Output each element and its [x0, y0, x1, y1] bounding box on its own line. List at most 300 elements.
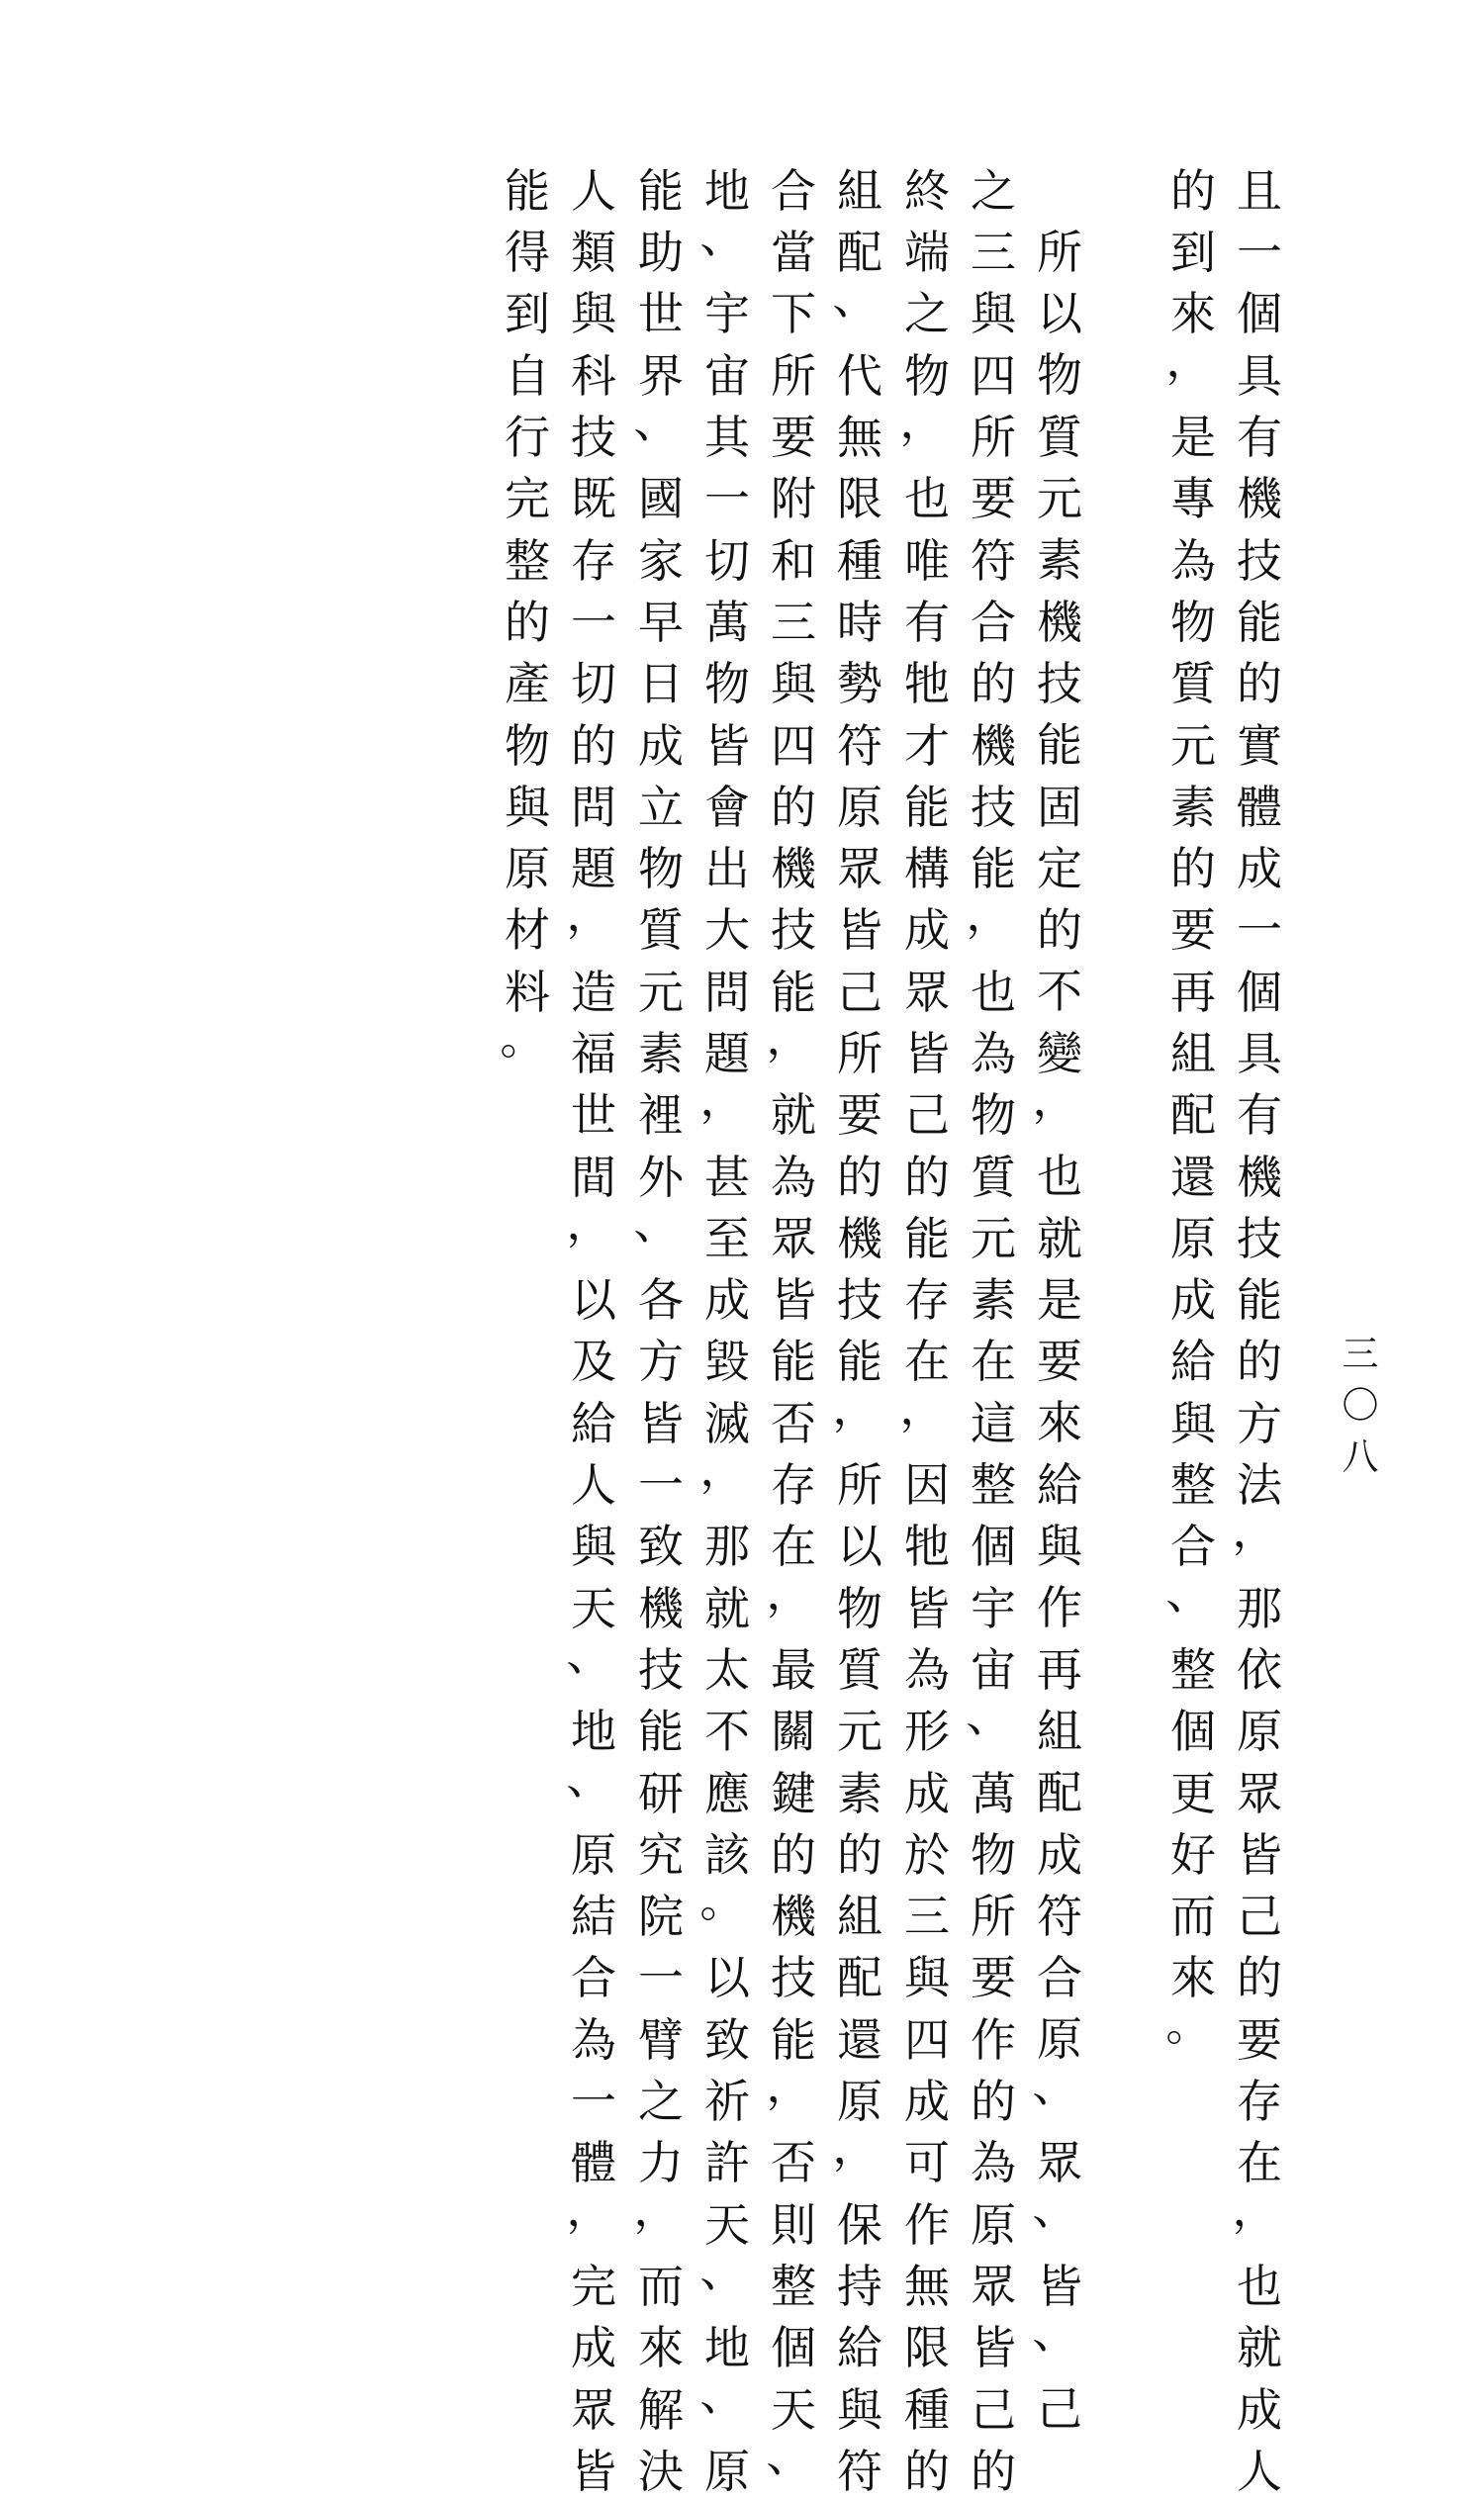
- text-character: 配: [1037, 1766, 1082, 1820]
- text-character: 物: [505, 718, 550, 773]
- text-character: 的: [971, 657, 1016, 711]
- text-character: 有: [904, 595, 950, 649]
- text-character: 完: [571, 2259, 616, 2313]
- text-character: 的: [1237, 1335, 1282, 1389]
- text-character: 院: [638, 1890, 684, 1944]
- text-character: 個: [771, 2321, 816, 2375]
- text-character: 眾: [1037, 2136, 1082, 2190]
- text-character: 能: [904, 1211, 950, 1265]
- text-character: 己: [837, 965, 882, 1019]
- text-character: 種: [837, 533, 882, 588]
- text-character: 為: [971, 2136, 1016, 2190]
- text-character: 機: [771, 1890, 816, 1944]
- text-character: 三: [904, 1890, 950, 1944]
- text-character: 與: [837, 2382, 882, 2437]
- text-character: 地: [704, 163, 750, 218]
- text-character: 元: [837, 1705, 882, 1759]
- text-character: 的: [1237, 1951, 1282, 2005]
- punctuation-mark: ，: [1232, 2181, 1278, 2236]
- text-character: 毀: [704, 1335, 750, 1389]
- text-character: 眾: [904, 965, 950, 1019]
- text-character: 到: [505, 287, 550, 341]
- text-character: 素: [837, 1766, 882, 1820]
- punctuation-mark: ，: [566, 887, 612, 942]
- text-character: 以: [1037, 287, 1082, 341]
- text-character: 附: [771, 472, 816, 526]
- punctuation-mark: 。: [699, 1874, 746, 1928]
- text-character: 萬: [971, 1766, 1016, 1820]
- text-character: 整: [771, 2259, 816, 2313]
- text-character: 要: [1170, 903, 1216, 958]
- text-character: 合: [571, 1951, 616, 2005]
- text-character: 而: [1170, 1890, 1216, 1944]
- text-character: 限: [837, 472, 882, 526]
- text-character: 要: [1037, 1335, 1082, 1389]
- text-character: 限: [904, 2321, 950, 2375]
- text-character: 宇: [971, 1581, 1016, 1635]
- text-character: 成: [904, 903, 950, 958]
- text-character: 保: [837, 2197, 882, 2252]
- text-character: 鍵: [771, 1766, 816, 1820]
- text-character: 才: [904, 718, 950, 773]
- text-character: 個: [1237, 965, 1282, 1019]
- text-character: 物: [837, 1581, 882, 1635]
- text-character: 機: [771, 842, 816, 896]
- text-character: 給: [571, 1396, 616, 1450]
- text-character: 具: [1237, 1027, 1282, 1080]
- text-character: 且: [1237, 163, 1282, 218]
- text-character: 滅: [704, 1396, 750, 1450]
- text-character: 皆: [704, 718, 750, 773]
- punctuation-mark: 、: [633, 394, 680, 448]
- punctuation-mark: ，: [699, 1072, 746, 1127]
- text-character: 成: [571, 2321, 616, 2375]
- punctuation-mark: ，: [766, 1565, 812, 1620]
- text-character: 成: [904, 1766, 950, 1820]
- text-character: 眾: [771, 1211, 816, 1265]
- text-character: 原: [971, 2197, 1016, 2252]
- text-character: 唯: [904, 533, 950, 588]
- text-character: 來: [1170, 287, 1216, 341]
- text-character: 原: [1170, 1211, 1216, 1265]
- text-character: 眾: [1237, 1766, 1282, 1820]
- text-character: 能: [1037, 718, 1082, 773]
- text-character: 萬: [704, 595, 750, 649]
- text-character: 之: [971, 163, 1016, 218]
- punctuation-mark: ，: [832, 1380, 879, 1435]
- text-character: 到: [1170, 226, 1216, 280]
- text-character: 體: [1237, 780, 1282, 834]
- text-character: 大: [704, 903, 750, 958]
- text-character: 致: [638, 1520, 684, 1574]
- text-character: 也: [1237, 2259, 1282, 2313]
- text-character: 物: [638, 842, 684, 896]
- text-character: 時: [837, 595, 882, 649]
- text-character: 成: [1170, 1273, 1216, 1328]
- text-character: 及: [571, 1335, 616, 1389]
- text-character: 的: [837, 1150, 882, 1204]
- text-character: 在: [904, 1335, 950, 1389]
- text-character: 的: [904, 1150, 950, 1204]
- text-character: 外: [638, 1150, 684, 1204]
- body-text-line: [830, 160, 889, 2502]
- text-character: 研: [638, 1766, 684, 1820]
- text-character: 能: [904, 780, 950, 834]
- text-character: 既: [571, 472, 616, 526]
- punctuation-mark: 、: [1032, 2304, 1078, 2359]
- text-character: 技: [971, 780, 1016, 834]
- text-character: 最: [771, 1642, 816, 1697]
- punctuation-mark: ，: [566, 2181, 612, 2236]
- text-character: 存: [904, 1273, 950, 1328]
- text-character: 〇: [1342, 1384, 1379, 1427]
- text-character: 眾: [837, 842, 882, 896]
- text-character: 元: [638, 965, 684, 1019]
- text-character: 配: [837, 226, 882, 280]
- text-character: 原: [1237, 1705, 1282, 1759]
- text-character: 與: [971, 287, 1016, 341]
- text-character: 一: [1237, 903, 1282, 958]
- text-character: 素: [1170, 780, 1216, 834]
- punctuation-mark: 、: [966, 1689, 1012, 1743]
- text-character: 所: [1037, 225, 1082, 279]
- text-character: 能: [771, 1335, 816, 1389]
- text-character: 應: [704, 1766, 750, 1820]
- text-character: 為: [904, 1642, 950, 1697]
- punctuation-mark: 、: [1032, 2181, 1078, 2236]
- text-character: 法: [1237, 1458, 1282, 1513]
- text-character: 專: [1170, 472, 1216, 526]
- text-character: 技: [771, 1951, 816, 2005]
- text-character: 結: [571, 1890, 616, 1944]
- punctuation-mark: ，: [1232, 1504, 1278, 1558]
- text-character: 皆: [1037, 2259, 1082, 2313]
- text-character: 的: [971, 2444, 1016, 2498]
- body-text-line: [498, 160, 557, 1084]
- text-character: 好: [1170, 1827, 1216, 1882]
- text-character: 己: [1237, 1890, 1282, 1944]
- text-character: 整: [1170, 1458, 1216, 1513]
- body-text-line: [764, 160, 823, 2502]
- body-text-line: [697, 160, 757, 2502]
- text-character: 有: [1237, 411, 1282, 465]
- text-character: 力: [638, 2136, 684, 2190]
- text-character: 方: [1237, 1396, 1282, 1450]
- text-character: 來: [1037, 1396, 1082, 1450]
- text-character: 皆: [904, 1027, 950, 1080]
- text-character: 立: [638, 780, 684, 834]
- text-character: 來: [1170, 1951, 1216, 2005]
- text-character: 原: [505, 842, 550, 896]
- text-character: 組: [1037, 1704, 1082, 1758]
- punctuation-mark: 、: [566, 1750, 612, 1805]
- text-character: 的: [771, 1827, 816, 1882]
- text-character: 所: [771, 348, 816, 403]
- text-character: 日: [638, 657, 684, 711]
- text-character: 助: [638, 226, 684, 280]
- text-character: 之: [904, 287, 950, 341]
- text-character: 自: [505, 348, 550, 403]
- text-character: 符: [1037, 1889, 1082, 1943]
- text-character: 形: [904, 1705, 950, 1759]
- text-character: 物: [1170, 595, 1216, 649]
- text-character: 己: [904, 1088, 950, 1143]
- text-character: 完: [505, 472, 550, 526]
- text-character: 整: [971, 1458, 1016, 1513]
- text-character: 技: [638, 1642, 684, 1697]
- body-text-line: [564, 160, 623, 2502]
- text-character: 的: [837, 1827, 882, 1882]
- text-character: 皆: [1237, 1827, 1282, 1882]
- text-character: 技: [1237, 1211, 1282, 1265]
- text-character: 機: [638, 1581, 684, 1635]
- body-text-line: [964, 160, 1023, 2502]
- text-character: 能: [505, 163, 550, 218]
- text-character: 為: [771, 1150, 816, 1204]
- text-character: 該: [704, 1827, 750, 1882]
- body-text-line: [631, 160, 691, 2502]
- text-character: 一: [571, 595, 616, 649]
- text-character: 物: [1037, 348, 1082, 403]
- text-character: 整: [505, 533, 550, 588]
- text-character: 裡: [638, 1088, 684, 1143]
- text-character: 原: [837, 2075, 882, 2129]
- text-character: 致: [704, 2012, 750, 2067]
- text-character: 一: [638, 1951, 684, 2005]
- text-character: 要: [837, 1088, 882, 1143]
- text-character: 組: [837, 1890, 882, 1944]
- text-character: 整: [1170, 1642, 1216, 1697]
- punctuation-mark: 、: [766, 2428, 812, 2482]
- text-character: 一: [638, 1458, 684, 1513]
- text-character: 再: [1037, 1642, 1082, 1697]
- text-character: 要: [1237, 2012, 1282, 2067]
- text-character: 就: [771, 1088, 816, 1143]
- text-character: 作: [971, 2012, 1016, 2067]
- text-character: 眾: [571, 2382, 616, 2437]
- punctuation-mark: 、: [566, 1626, 612, 1681]
- text-character: 個: [1237, 287, 1282, 341]
- text-character: 能: [1237, 595, 1282, 649]
- text-character: 質: [1170, 657, 1216, 711]
- text-character: 所: [971, 1890, 1016, 1944]
- text-character: 行: [505, 411, 550, 465]
- text-character: 否: [771, 1396, 816, 1450]
- text-character: 有: [1237, 1088, 1282, 1143]
- page-number: [1331, 1329, 1390, 1483]
- text-character: 在: [771, 1520, 816, 1574]
- text-character: 端: [904, 226, 950, 280]
- text-character: 可: [904, 2136, 950, 2190]
- punctuation-mark: ，: [566, 1195, 612, 1250]
- text-character: 物: [704, 657, 750, 711]
- text-character: 天: [704, 2197, 750, 2252]
- text-character: 材: [505, 903, 550, 958]
- text-character: 的: [571, 718, 616, 773]
- text-character: 能: [971, 842, 1016, 896]
- text-character: 為: [971, 1027, 1016, 1080]
- text-character: 得: [505, 226, 550, 280]
- text-character: 代: [837, 348, 882, 403]
- text-character: 技: [771, 903, 816, 958]
- text-character: 關: [771, 1705, 816, 1759]
- text-character: 合: [971, 595, 1016, 649]
- text-character: 機: [1037, 595, 1082, 649]
- text-character: 原: [1037, 2012, 1082, 2067]
- text-character: 能: [837, 1335, 882, 1389]
- text-character: 切: [571, 657, 616, 711]
- text-character: 人: [1237, 2444, 1282, 2498]
- text-character: 牠: [904, 1520, 950, 1574]
- text-character: 來: [638, 2321, 684, 2375]
- text-character: 當: [771, 226, 816, 280]
- text-character: 元: [1037, 472, 1082, 526]
- text-character: 三: [1342, 1333, 1379, 1375]
- text-character: 與: [771, 657, 816, 711]
- text-character: 機: [971, 718, 1016, 773]
- text-character: 無: [837, 411, 882, 465]
- text-character: 家: [638, 533, 684, 588]
- punctuation-mark: 、: [1032, 2058, 1078, 2112]
- text-character: 持: [837, 2259, 882, 2313]
- text-character: 人: [571, 1458, 616, 1513]
- text-character: 切: [704, 533, 750, 588]
- punctuation-mark: 、: [699, 2366, 746, 2421]
- text-character: 質: [971, 1150, 1016, 1204]
- text-character: 元: [1170, 718, 1216, 773]
- text-character: 牠: [904, 657, 950, 711]
- text-character: 元: [971, 1211, 1016, 1265]
- text-character: 就: [1037, 1211, 1082, 1265]
- text-character: 究: [638, 1827, 684, 1882]
- text-character: 存: [1237, 2075, 1282, 2129]
- text-character: 產: [505, 657, 550, 711]
- text-character: 給: [1037, 1457, 1082, 1512]
- text-character: 為: [1170, 533, 1216, 588]
- text-character: 就: [1237, 2321, 1282, 2375]
- text-character: 類: [571, 226, 616, 280]
- text-character: 皆: [771, 1273, 816, 1328]
- punctuation-mark: 、: [699, 2243, 746, 2297]
- text-character: 與: [571, 1520, 616, 1574]
- text-character: 料: [505, 965, 550, 1019]
- text-character: 一: [1237, 226, 1282, 280]
- text-character: 符: [971, 533, 1016, 588]
- text-character: 宙: [971, 1642, 1016, 1697]
- text-character: 四: [904, 2012, 950, 2067]
- text-character: 以: [571, 1273, 616, 1328]
- punctuation-mark: 。: [1165, 1996, 1212, 2051]
- text-character: 具: [1237, 348, 1282, 403]
- text-character: 是: [1170, 411, 1216, 465]
- punctuation-mark: 、: [633, 1195, 680, 1250]
- text-character: 世: [638, 287, 684, 341]
- text-character: 組: [1170, 1027, 1216, 1080]
- text-character: 人: [571, 163, 616, 218]
- text-character: 宇: [704, 287, 750, 341]
- text-character: 臂: [638, 2012, 684, 2067]
- punctuation-mark: ，: [766, 1010, 812, 1065]
- text-character: 這: [971, 1396, 1016, 1450]
- text-character: 與: [505, 780, 550, 834]
- punctuation-mark: ，: [633, 2181, 680, 2236]
- text-character: 和: [771, 533, 816, 588]
- text-character: 的: [1237, 657, 1282, 711]
- text-character: 與: [1037, 1520, 1082, 1574]
- text-character: 宙: [704, 348, 750, 403]
- text-character: 種: [904, 2382, 950, 2437]
- text-character: 素: [1037, 533, 1082, 588]
- text-character: 地: [571, 1705, 616, 1759]
- text-character: 那: [1237, 1581, 1282, 1635]
- text-character: 與: [904, 1951, 950, 2005]
- text-character: 許: [704, 2136, 750, 2190]
- text-character: 否: [771, 2136, 816, 2190]
- text-character: 勢: [837, 657, 882, 711]
- text-character: 素: [638, 1027, 684, 1080]
- text-character: 至: [704, 1211, 750, 1265]
- text-character: 己: [1037, 2382, 1082, 2437]
- text-character: 因: [904, 1458, 950, 1513]
- text-character: 的: [1170, 842, 1216, 896]
- text-character: 方: [638, 1335, 684, 1389]
- text-character: 合: [1037, 1951, 1082, 2005]
- text-character: 皆: [571, 2444, 616, 2498]
- text-character: 構: [904, 842, 950, 896]
- text-character: 國: [638, 472, 684, 526]
- text-character: 天: [771, 2382, 816, 2437]
- text-character: 個: [1170, 1705, 1216, 1759]
- text-character: 配: [1170, 1088, 1216, 1143]
- text-character: 原: [704, 2444, 750, 2498]
- text-character: 物: [971, 1088, 1016, 1143]
- text-character: 實: [1237, 718, 1282, 773]
- text-character: 成: [1237, 842, 1282, 896]
- text-character: 也: [1037, 1150, 1082, 1204]
- punctuation-mark: 、: [832, 271, 879, 325]
- text-character: 合: [771, 163, 816, 218]
- punctuation-mark: ，: [1165, 332, 1212, 387]
- text-character: 問: [704, 965, 750, 1019]
- text-character: 能: [771, 2012, 816, 2067]
- text-character: 所: [971, 411, 1016, 465]
- text-character: 成: [704, 1273, 750, 1328]
- text-character: 地: [704, 2321, 750, 2375]
- text-character: 為: [571, 2012, 616, 2067]
- text-character: 是: [1037, 1272, 1082, 1327]
- text-character: 造: [571, 965, 616, 1019]
- text-character: 皆: [638, 1396, 684, 1450]
- text-character: 的: [1037, 903, 1082, 958]
- text-character: 技: [571, 411, 616, 465]
- text-character: 物: [971, 1827, 1016, 1882]
- punctuation-mark: ，: [699, 1441, 746, 1496]
- text-character: 成: [638, 718, 684, 773]
- text-character: 之: [638, 2075, 684, 2129]
- text-character: 的: [971, 2075, 1016, 2129]
- text-character: 的: [1170, 163, 1216, 218]
- text-character: 要: [971, 1951, 1016, 2005]
- text-character: 給: [837, 2321, 882, 2375]
- text-character: 皆: [837, 903, 882, 958]
- punctuation-mark: ，: [766, 2058, 812, 2112]
- text-character: 在: [1237, 2136, 1282, 2190]
- text-character: 要: [771, 411, 816, 465]
- text-character: 的: [904, 2444, 950, 2498]
- text-character: 出: [704, 842, 750, 896]
- text-character: 三: [971, 226, 1016, 280]
- text-character: 下: [771, 287, 816, 341]
